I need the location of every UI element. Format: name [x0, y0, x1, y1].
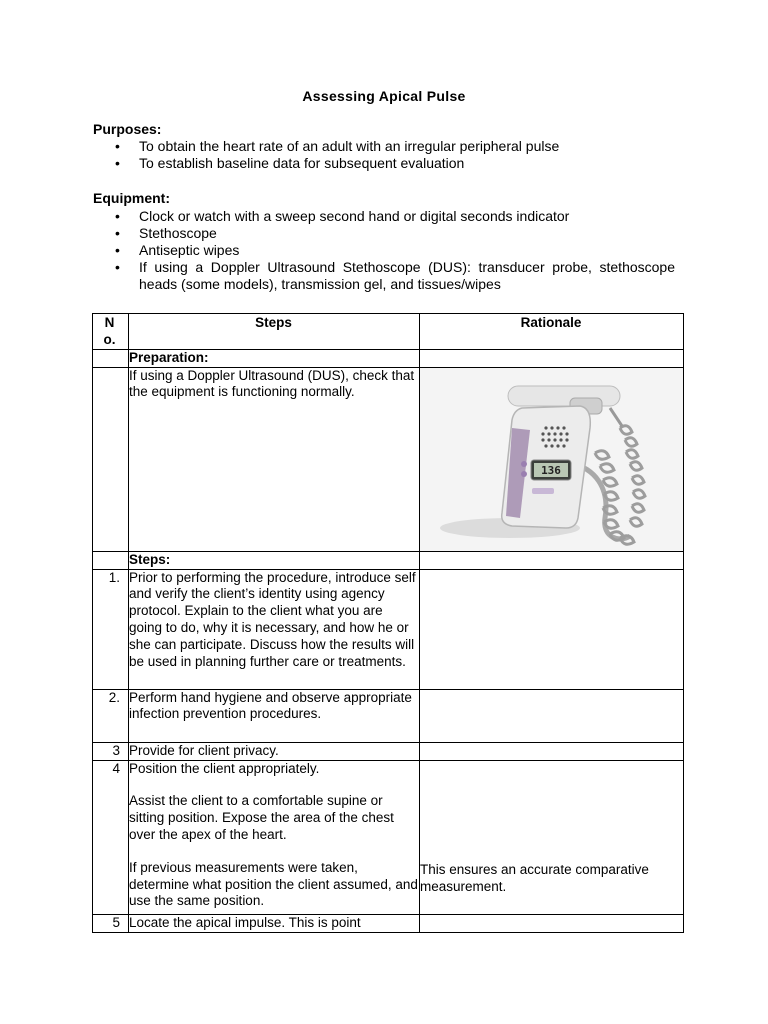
step-text-part: Position the client appropriately. [129, 760, 320, 776]
step-number: 1. [93, 569, 129, 689]
column-header-steps: Steps [129, 314, 420, 350]
doppler-display-value: 136 [541, 463, 561, 477]
table-row [93, 742, 684, 760]
page-title: Assessing Apical Pulse [302, 88, 466, 104]
column-header-rationale: Rationale [420, 314, 684, 350]
bullet-icon: • [115, 225, 120, 241]
bullet-icon: • [115, 208, 120, 224]
table-row [93, 349, 684, 367]
bullet-icon: • [115, 138, 120, 154]
bullet-icon: • [115, 155, 120, 171]
step-text: Locate the apical impulse. This is point [129, 914, 420, 932]
column-header-no: No. [93, 314, 129, 350]
doppler-image-cell [420, 367, 684, 551]
table-row [93, 914, 684, 932]
step-rationale [420, 914, 684, 932]
list-item: • To obtain the heart rate of an adult with an irregular peripheral pulse [115, 138, 560, 154]
steps-label: Steps: [129, 551, 420, 569]
step-number: 3 [93, 742, 129, 760]
step-text-part: If previous measurements were taken, determine what position the client assumed, and use the same position. [129, 859, 418, 909]
step-rationale: This ensures an accurate comparative measurement. [420, 760, 684, 914]
step-rationale [420, 689, 684, 742]
step-number: 5 [93, 914, 129, 932]
list-item: • Stethoscope [115, 225, 217, 241]
step-number: 4 [93, 760, 129, 914]
step-number: 2. [93, 689, 129, 742]
procedure-table [92, 313, 684, 933]
table-row [93, 689, 684, 742]
list-item: • Clock or watch with a sweep second hand or digital seconds indicator [115, 208, 570, 224]
table-row [93, 569, 684, 689]
doppler-device-image [420, 368, 684, 551]
list-item: • To establish baseline data for subsequent evaluation [115, 155, 465, 171]
table-row [93, 367, 684, 551]
purposes-heading: Purposes: [93, 121, 162, 137]
bullet-icon: • [115, 259, 120, 275]
step-text-part: Assist the client to a comfortable supine or sitting position. Expose the area of the chest over the apex of the heart. [129, 793, 394, 842]
equipment-heading: Equipment: [93, 190, 170, 206]
table-header-row [93, 314, 684, 350]
step-rationale [420, 742, 684, 760]
table-row [93, 760, 684, 914]
purposes-list [93, 138, 675, 172]
table-row [93, 551, 684, 569]
step-text [129, 760, 420, 914]
step-text: Prior to performing the procedure, introduce self and verify the client’s identity using agency protocol. Explain to the client what you are going to do, why it is necessary, and how he or she can participate. Discuss how the results will be used in planning further care or treatments. [129, 569, 420, 689]
step-text: Provide for client privacy. [129, 742, 420, 760]
preparation-label: Preparation: [129, 349, 420, 367]
step-rationale [420, 569, 684, 689]
list-item: • Antiseptic wipes [115, 242, 240, 258]
equipment-list [93, 208, 675, 293]
preparation-text: If using a Doppler Ultrasound (DUS), check that the equipment is functioning normally. [129, 367, 420, 551]
bullet-icon: • [115, 242, 120, 258]
list-item: • If using a Doppler Ultrasound Stethoscope (DUS): transducer probe, stethoscope heads (some models), transmission gel, and tissues/wipes [115, 259, 675, 292]
step-text: Perform hand hygiene and observe appropriate infection prevention procedures. [129, 689, 420, 742]
